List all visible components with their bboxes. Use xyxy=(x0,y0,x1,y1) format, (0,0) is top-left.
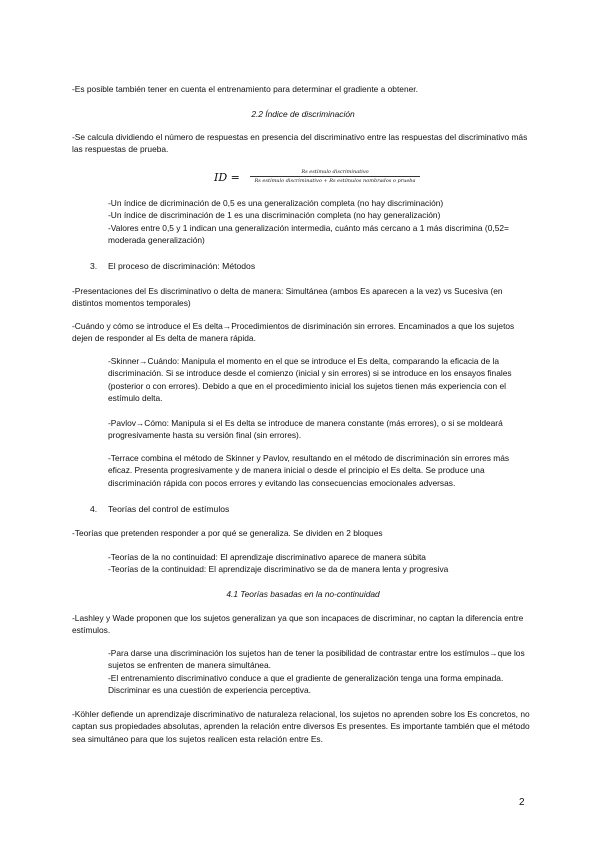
section-number: 3. xyxy=(90,261,98,271)
paragraph-skinner: -Skinner→Cuándo: Manipula el momento en el que se introduce el Es delta, comparando la eficacia de la discriminación. Si se introduce desde el comienzo (inicial y sin errores) si se introduce en los ensayos finales (posterior o con errores). Debido a que en el procedimiento inicial los sujetos tienen más experiencia con el estímulo delta. xyxy=(108,356,512,404)
paragraph-gradient: -Es posible también tener en cuenta el entrenamiento para determinar el gradiente a obtener. xyxy=(72,84,418,94)
paragraph-lashley: -Lashley y Wade proponen que los sujetos generalizan ya que son incapaces de discriminar, no captan la diferencia entre estímulos. xyxy=(72,613,524,636)
section-title: Teorías del control de estímulos xyxy=(108,504,230,514)
formula-denominator: Rs estímulo discriminativo + Rs estímulos nombrados o prueba xyxy=(254,178,416,184)
index-values-list xyxy=(108,197,526,247)
paragraph-kohler: -Köhler defiende un aprendizaje discriminativo de naturaleza relacional, los sujetos no aprenden sobre los Es concretos, no captan sus propiedades absolutas, aprenden la relación entre diversos Es presentes. Es importante también que el método sea simultáneo para que los sujetos realicen esta relación entre Es. xyxy=(72,709,530,744)
theory-blocks-list xyxy=(108,551,526,576)
list-item: -Valores entre 0,5 y 1 indican una generalización intermedia, cuánto más cercano a 1 más discrimina (0,52= moderada generalización) xyxy=(108,222,509,246)
page-number: 2 xyxy=(519,797,525,808)
list-item: -Un índice de discriminación de 1 es una discriminación completa (no hay generalización) xyxy=(108,210,441,221)
lashley-points-list xyxy=(108,647,526,697)
list-item: -Un índice de dicriminación de 0,5 es una generalización completa (no hay discriminación) xyxy=(108,198,444,208)
list-item: -Teorías de la continuidad: El aprendizaje discriminativo se da de manera lenta y progresiva xyxy=(108,564,449,575)
list-item: -Teorías de la no continuidad: El aprendizaje discriminativo aparece de manera súbita xyxy=(108,552,426,562)
subheading-non-continuity: 4.1 Teorías basadas en la no-continuidad xyxy=(226,589,380,599)
formula-numerator: Rs estímulo discriminativo xyxy=(301,169,369,175)
paragraph-terrace: -Terrace combina el método de Skinner y Pavlov, resultando en el método de discriminación sin errores más eficaz. Presenta progresivamente y de manera inicial o desde el principio el Es delta. Se produce una discriminación rápida con pocos errores y evitando las consecuencias emocionales adversas. xyxy=(108,453,510,488)
list-item: -Para darse una discriminación los sujetos han de tener la posibilidad de contrastar entre los estímulos→que los sujetos se enfrenten de manera simultánea. xyxy=(108,648,525,671)
paragraph-calculation: -Se calcula dividiendo el número de respuestas en presencia del discriminativo entre las respuestas del discriminativo más las respuestas de prueba. xyxy=(72,132,528,155)
paragraph-presentations: -Presentaciones del Es discriminativo o delta de manera: Simultánea (ambos Es aparecen a la vez) vs Sucesiva (en distintos momentos temporales) xyxy=(72,286,503,309)
section-title: El proceso de discriminación: Métodos xyxy=(108,261,256,271)
list-item: -El entrenamiento discriminativo conduce a que el gradiente de generalización tenga una forma empinada. Discriminar es una cuestión de experiencia perceptiva. xyxy=(108,672,504,696)
section-number: 4. xyxy=(90,504,98,514)
section-heading-4 xyxy=(90,503,530,515)
section-heading-3 xyxy=(90,260,530,272)
formula-fraction xyxy=(250,168,420,185)
subheading-discrimination-index: 2.2 Índice de discriminación xyxy=(251,109,355,119)
paragraph-pavlov: -Pavlov→Cómo: Manipula si el Es delta se introduce de manera constante (más errores), o si se moldeará progresivamente hasta su versión final (sin errores). xyxy=(108,418,503,441)
paragraph-when-how: -Cuándo y cómo se introduce el Es delta→Procedimientos de disriminación sin errores. Encaminados a que los sujetos dejen de responder al Es delta de manera rápida. xyxy=(72,321,515,344)
formula-lhs: ID = xyxy=(214,171,240,184)
discrimination-index-formula xyxy=(214,168,424,188)
paragraph-theories: -Teorías que pretenden responder a por qué se generaliza. Se dividen en 2 bloques xyxy=(72,528,383,538)
